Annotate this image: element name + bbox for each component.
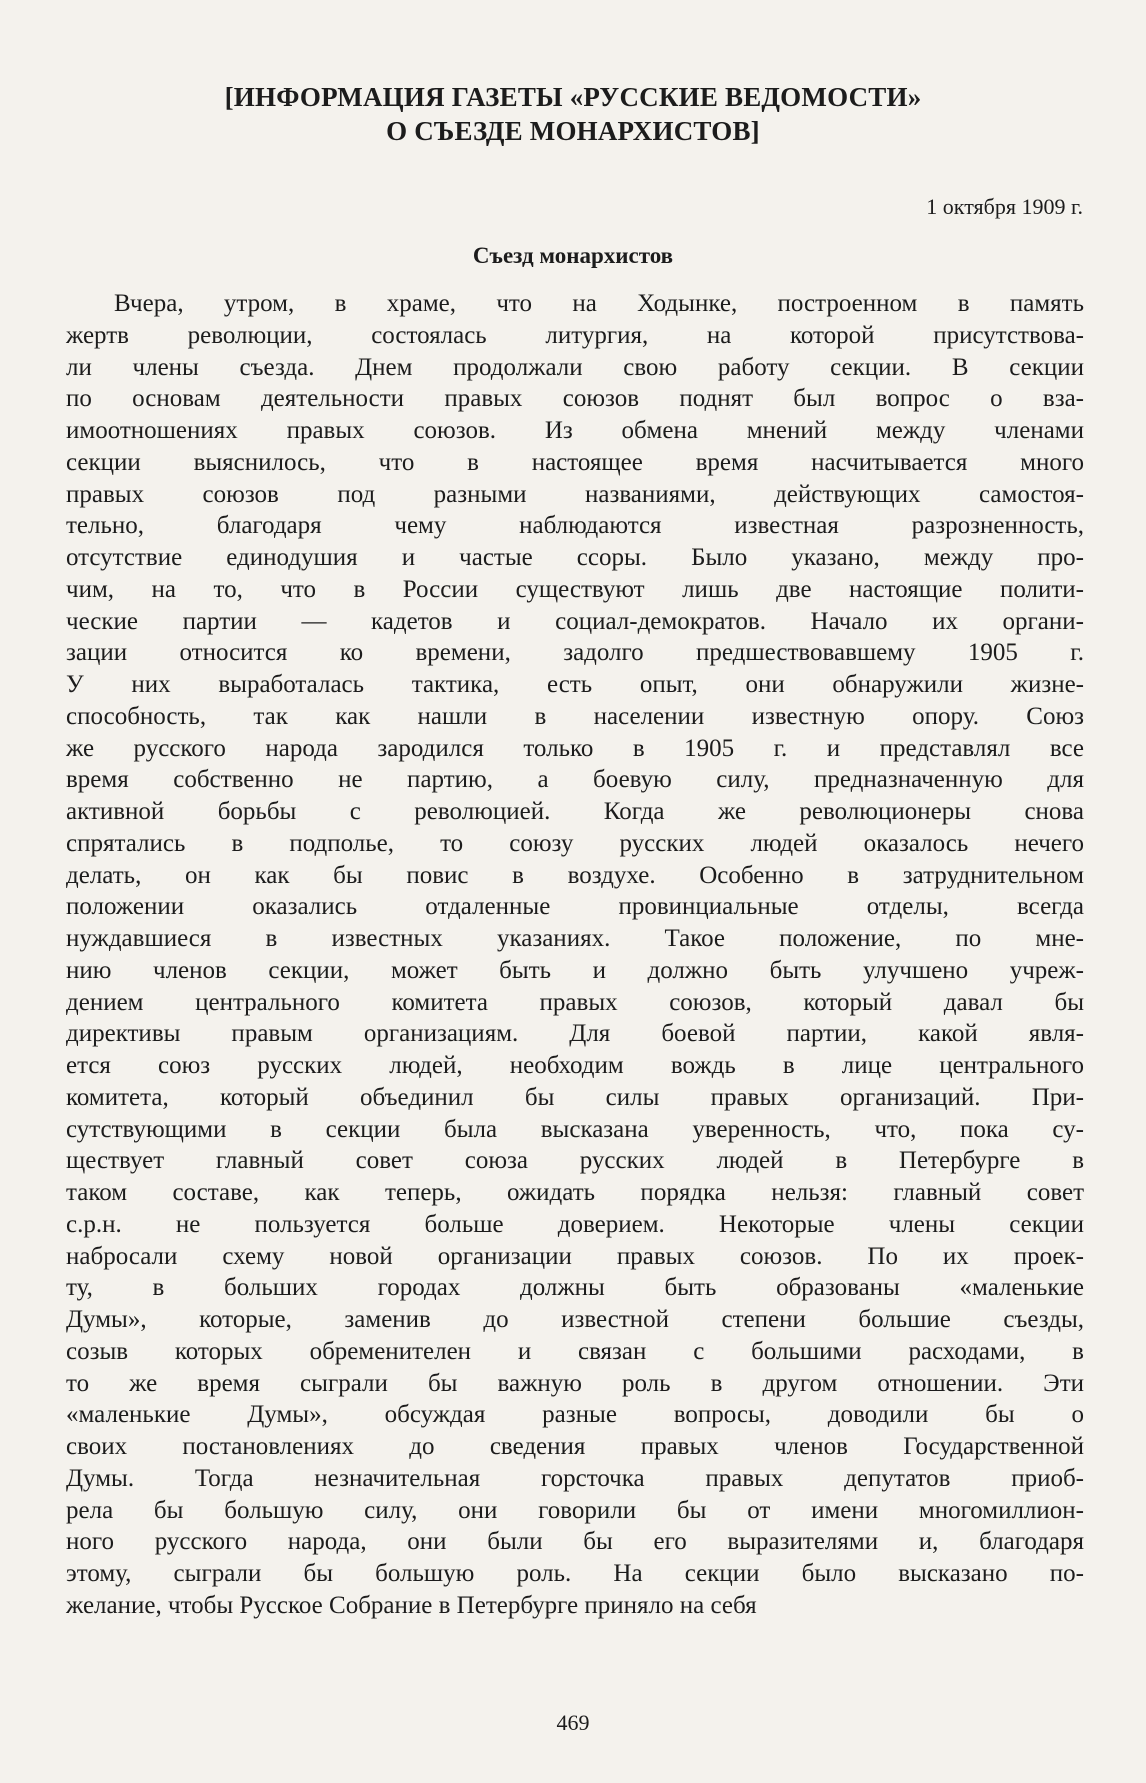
body-text-line: чим, на то, что в России существуют лишь две настоящие полити-	[66, 575, 1084, 603]
body-text-line: ческие партии — кадетов и социал-демократов. Начало их органи-	[66, 607, 1084, 635]
document-title-line-1: [ИНФОРМАЦИЯ ГАЗЕТЫ «РУССКИЕ ВЕДОМОСТИ»	[224, 82, 922, 112]
body-text-line: делать, он как бы повис в воздухе. Особенно в затруднительном	[66, 861, 1084, 889]
body-text-line: ли члены съезда. Днем продолжали свою работу секции. В секции	[66, 353, 1084, 381]
body-text-line: созыв которых обременителен и связан с большими расходами, в	[66, 1337, 1084, 1365]
body-text-line: набросали схему новой организации правых союзов. По их проек-	[66, 1242, 1084, 1270]
body-text-line: с.р.н. не пользуется больше доверием. Некоторые члены секции	[66, 1210, 1084, 1238]
body-text-line: зации относится ко времени, задолго предшествовавшему 1905 г.	[66, 639, 1084, 667]
body-text-line: способность, так как нашли в населении известную опору. Союз	[66, 702, 1084, 730]
body-text-line: нию членов секции, может быть и должно быть улучшено учреж-	[66, 956, 1084, 984]
article-subheading: Съезд монархистов	[472, 243, 674, 268]
body-text-line: своих постановлениях до сведения правых членов Государственной	[66, 1433, 1084, 1460]
body-text-line: Вчера, утром, в храме, что на Ходынке, построенном в память	[114, 290, 1084, 317]
body-text-line: правых союзов под разными названиями, действующих самостоя-	[66, 480, 1084, 508]
body-text-line: директивы правым организациям. Для боевой партии, какой явля-	[66, 1020, 1084, 1048]
page-number: 469	[556, 1710, 590, 1735]
body-text-line: время собственно не партию, а боевую силу, предназначенную для	[66, 766, 1084, 794]
body-text-line: Думы», которые, заменив до известной степени большие съезды,	[66, 1306, 1084, 1333]
body-text-line: секции выяснилось, что в настоящее время насчитывается много	[66, 448, 1084, 476]
document-title-line-2: О СЪЕЗДЕ МОНАРХИСТОВ]	[386, 116, 760, 146]
body-text-line: желание, чтобы Русское Собрание в Петербурге приняло на себя	[66, 1591, 757, 1619]
body-text-line: этому, сыграли бы большую роль. На секции было высказано по-	[66, 1560, 1084, 1587]
body-text-line: ту, в больших городах должны быть образованы «маленькие	[66, 1274, 1084, 1302]
body-text-line: У них выработалась тактика, есть опыт, они обнаружили жизне-	[66, 671, 1084, 698]
body-text-line: нуждавшиеся в известных указаниях. Такое положение, по мне-	[66, 925, 1084, 952]
body-text-line: таком составе, как теперь, ожидать порядка нельзя: главный совет	[66, 1179, 1084, 1206]
body-text-line: по основам деятельности правых союзов поднят был вопрос о вза-	[66, 385, 1084, 413]
body-text-line: комитета, который объединил бы силы правых организаций. При-	[66, 1083, 1084, 1111]
body-text-line: то же время сыграли бы важную роль в другом отношении. Эти	[66, 1369, 1084, 1397]
body-text-line: отсутствие единодушия и частые ссоры. Было указано, между про-	[66, 544, 1084, 571]
body-text-line: жертв революции, состоялась литургия, на которой присутствова-	[66, 321, 1084, 349]
body-text-line: ществует главный совет союза русских людей в Петербурге в	[66, 1147, 1084, 1175]
body-text-line: положении оказались отдаленные провинциальные отделы, всегда	[66, 893, 1084, 921]
body-text-line: рела бы большую силу, они говорили бы от имени многомиллион-	[66, 1496, 1084, 1524]
document-date: 1 октября 1909 г.	[926, 194, 1083, 219]
body-text-line: тельно, благодаря чему наблюдаются известная разрозненность,	[66, 512, 1084, 540]
body-text-line: ного русского народа, они были бы его выразителями и, благодаря	[66, 1528, 1084, 1556]
body-text-line: спрятались в подполье, то союзу русских людей оказалось нечего	[66, 829, 1084, 857]
body-text-line: имоотношениях правых союзов. Из обмена мнений между членами	[66, 417, 1084, 444]
article-body	[66, 288, 1084, 1622]
body-text-line: «маленькие Думы», обсуждая разные вопросы, доводили бы о	[66, 1401, 1084, 1429]
body-text-line: ется союз русских людей, необходим вождь в лице центрального	[66, 1052, 1084, 1079]
body-text-line: дением центрального комитета правых союзов, который давал бы	[66, 988, 1084, 1016]
body-text-line: сутствующими в секции была высказана уверенность, что, пока су-	[66, 1115, 1084, 1143]
body-text-line: Думы. Тогда незначительная горсточка правых депутатов приоб-	[66, 1464, 1084, 1492]
body-text-line: активной борьбы с революцией. Когда же революционеры снова	[66, 798, 1084, 825]
body-text-line: же русского народа зародился только в 1905 г. и представлял все	[66, 734, 1084, 762]
